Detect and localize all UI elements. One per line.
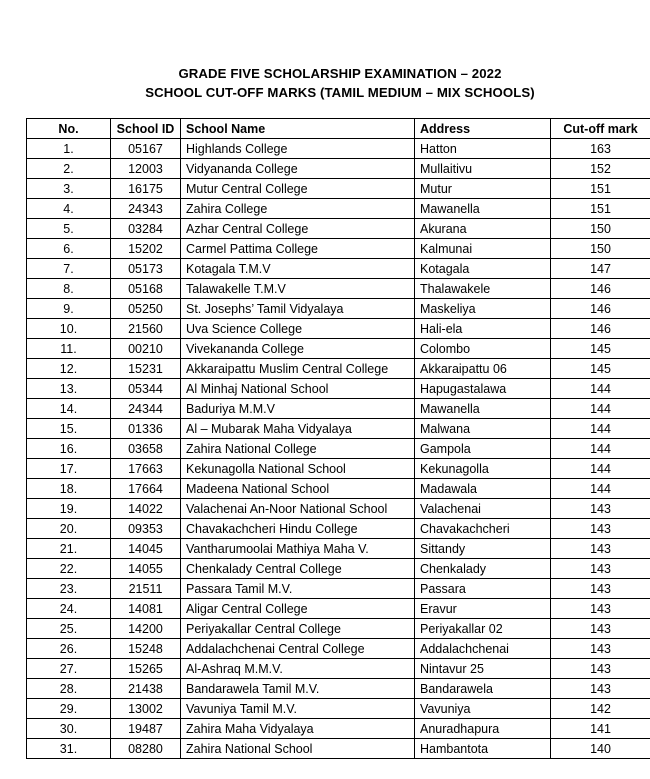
school-id-cell: 14045 [111,539,181,559]
school-id-cell: 15248 [111,639,181,659]
table-row [27,379,650,399]
school-name-cell: Azhar Central College [181,219,415,239]
table-row [27,439,650,459]
cutoff-mark-cell: 145 [551,359,650,379]
table-row [27,519,650,539]
cutoff-mark-cell: 144 [551,439,650,459]
cutoff-mark-cell: 151 [551,199,650,219]
row-number-cell: 10. [27,319,111,339]
address-cell: Periyakallar 02 [415,619,551,639]
cutoff-mark-cell: 144 [551,399,650,419]
school-id-cell: 13002 [111,699,181,719]
school-id-cell: 05344 [111,379,181,399]
row-number-cell: 4. [27,199,111,219]
school-id-cell: 19487 [111,719,181,739]
school-id-cell: 17664 [111,479,181,499]
school-id-cell: 15265 [111,659,181,679]
address-cell: Valachenai [415,499,551,519]
school-id-cell: 09353 [111,519,181,539]
table-row [27,599,650,619]
school-name-cell: Vivekananda College [181,339,415,359]
school-name-cell: Zahira National College [181,439,415,459]
row-number-cell: 25. [27,619,111,639]
school-id-cell: 05167 [111,139,181,159]
school-name-cell: Bandarawela Tamil M.V. [181,679,415,699]
table-row [27,559,650,579]
table-row [27,179,650,199]
cutoff-mark-cell: 146 [551,299,650,319]
address-cell: Sittandy [415,539,551,559]
row-number-cell: 27. [27,659,111,679]
school-name-cell: Akkaraipattu Muslim Central College [181,359,415,379]
address-cell: Hapugastalawa [415,379,551,399]
address-cell: Akurana [415,219,551,239]
school-id-cell: 15231 [111,359,181,379]
school-id-cell: 05173 [111,259,181,279]
cutoff-mark-cell: 163 [551,139,650,159]
row-number-cell: 11. [27,339,111,359]
school-id-cell: 08280 [111,739,181,759]
address-cell: Eravur [415,599,551,619]
school-name-cell: Carmel Pattima College [181,239,415,259]
school-name-cell: Al – Mubarak Maha Vidyalaya [181,419,415,439]
cutoff-mark-cell: 146 [551,279,650,299]
table-row [27,419,650,439]
row-number-cell: 5. [27,219,111,239]
school-id-cell: 21511 [111,579,181,599]
document-title [0,64,650,102]
cutoff-mark-cell: 144 [551,479,650,499]
address-cell: Kekunagolla [415,459,551,479]
address-cell: Chavakachcheri [415,519,551,539]
table-row [27,259,650,279]
table-row [27,139,650,159]
address-cell: Addalachchenai [415,639,551,659]
school-name-cell: Addalachchenai Central College [181,639,415,659]
row-number-cell: 7. [27,259,111,279]
cutoff-mark-cell: 150 [551,239,650,259]
row-number-cell: 22. [27,559,111,579]
column-header-address: Address [415,119,551,139]
row-number-cell: 29. [27,699,111,719]
table-header-row [27,119,650,139]
cutoff-mark-cell: 143 [551,639,650,659]
school-id-cell: 16175 [111,179,181,199]
address-cell: Hatton [415,139,551,159]
column-header-no: No. [27,119,111,139]
table-row [27,679,650,699]
table-row [27,619,650,639]
column-header-cutoff-mark: Cut-off mark [551,119,650,139]
school-name-cell: Al-Ashraq M.M.V. [181,659,415,679]
address-cell: Hambantota [415,739,551,759]
row-number-cell: 18. [27,479,111,499]
school-name-cell: Chavakachcheri Hindu College [181,519,415,539]
table-row [27,639,650,659]
row-number-cell: 30. [27,719,111,739]
address-cell: Chenkalady [415,559,551,579]
row-number-cell: 26. [27,639,111,659]
address-cell: Malwana [415,419,551,439]
cutoff-mark-cell: 143 [551,599,650,619]
table-row [27,739,650,759]
cutoff-mark-cell: 147 [551,259,650,279]
school-name-cell: Passara Tamil M.V. [181,579,415,599]
school-id-cell: 14055 [111,559,181,579]
cutoff-mark-cell: 152 [551,159,650,179]
title-line-2: SCHOOL CUT-OFF MARKS (TAMIL MEDIUM – MIX SCHOOLS) [145,85,535,100]
cutoff-mark-cell: 145 [551,339,650,359]
cutoff-mark-cell: 143 [551,499,650,519]
address-cell: Mawanella [415,199,551,219]
row-number-cell: 23. [27,579,111,599]
school-id-cell: 14022 [111,499,181,519]
cutoff-mark-cell: 142 [551,699,650,719]
cutoff-mark-cell: 143 [551,619,650,639]
school-name-cell: Chenkalady Central College [181,559,415,579]
school-name-cell: Zahira Maha Vidyalaya [181,719,415,739]
school-id-cell: 17663 [111,459,181,479]
address-cell: Mutur [415,179,551,199]
table-row [27,199,650,219]
table-row [27,459,650,479]
school-id-cell: 15202 [111,239,181,259]
table-row [27,719,650,739]
row-number-cell: 12. [27,359,111,379]
row-number-cell: 28. [27,679,111,699]
cutoff-mark-cell: 143 [551,579,650,599]
table-row [27,319,650,339]
school-id-cell: 12003 [111,159,181,179]
school-name-cell: Valachenai An-Noor National School [181,499,415,519]
table-body [27,139,650,759]
row-number-cell: 13. [27,379,111,399]
school-name-cell: Periyakallar Central College [181,619,415,639]
row-number-cell: 15. [27,419,111,439]
school-id-cell: 21560 [111,319,181,339]
row-number-cell: 21. [27,539,111,559]
table-row [27,339,650,359]
address-cell: Bandarawela [415,679,551,699]
row-number-cell: 8. [27,279,111,299]
table-row [27,399,650,419]
school-id-cell: 05250 [111,299,181,319]
address-cell: Nintavur 25 [415,659,551,679]
cutoff-mark-cell: 143 [551,679,650,699]
school-id-cell: 14200 [111,619,181,639]
school-name-cell: Baduriya M.M.V [181,399,415,419]
row-number-cell: 1. [27,139,111,159]
table-row [27,239,650,259]
school-id-cell: 01336 [111,419,181,439]
cutoff-mark-cell: 143 [551,559,650,579]
school-id-cell: 24344 [111,399,181,419]
school-name-cell: Kotagala T.M.V [181,259,415,279]
row-number-cell: 24. [27,599,111,619]
cutoff-mark-cell: 141 [551,719,650,739]
school-name-cell: Vavuniya Tamil M.V. [181,699,415,719]
school-id-cell: 05168 [111,279,181,299]
row-number-cell: 14. [27,399,111,419]
table-row [27,159,650,179]
cutoff-mark-cell: 144 [551,459,650,479]
row-number-cell: 19. [27,499,111,519]
row-number-cell: 20. [27,519,111,539]
school-id-cell: 21438 [111,679,181,699]
table-row [27,299,650,319]
school-name-cell: Uva Science College [181,319,415,339]
cutoff-marks-table [26,118,650,759]
table-row [27,479,650,499]
cutoff-mark-cell: 151 [551,179,650,199]
row-number-cell: 6. [27,239,111,259]
table-row [27,699,650,719]
cutoff-mark-cell: 143 [551,659,650,679]
address-cell: Gampola [415,439,551,459]
address-cell: Madawala [415,479,551,499]
table-row [27,499,650,519]
row-number-cell: 31. [27,739,111,759]
school-name-cell: Zahira National School [181,739,415,759]
school-name-cell: Mutur Central College [181,179,415,199]
school-id-cell: 14081 [111,599,181,619]
school-id-cell: 03284 [111,219,181,239]
school-name-cell: St. Josephs’ Tamil Vidyalaya [181,299,415,319]
row-number-cell: 3. [27,179,111,199]
address-cell: Maskeliya [415,299,551,319]
school-id-cell: 00210 [111,339,181,359]
address-cell: Mawanella [415,399,551,419]
table-row [27,579,650,599]
row-number-cell: 16. [27,439,111,459]
table-row [27,279,650,299]
school-id-cell: 24343 [111,199,181,219]
row-number-cell: 9. [27,299,111,319]
address-cell: Vavuniya [415,699,551,719]
cutoff-mark-cell: 143 [551,539,650,559]
school-name-cell: Madeena National School [181,479,415,499]
cutoff-mark-cell: 144 [551,379,650,399]
cutoff-mark-cell: 144 [551,419,650,439]
school-name-cell: Al Minhaj National School [181,379,415,399]
address-cell: Kotagala [415,259,551,279]
column-header-school-id: School ID [111,119,181,139]
address-cell: Colombo [415,339,551,359]
school-name-cell: Highlands College [181,139,415,159]
school-name-cell: Vantharumoolai Mathiya Maha V. [181,539,415,559]
table-row [27,659,650,679]
row-number-cell: 17. [27,459,111,479]
cutoff-mark-cell: 140 [551,739,650,759]
address-cell: Thalawakele [415,279,551,299]
school-name-cell: Zahira College [181,199,415,219]
address-cell: Anuradhapura [415,719,551,739]
cutoff-mark-cell: 143 [551,519,650,539]
table-row [27,359,650,379]
cutoff-mark-cell: 146 [551,319,650,339]
school-id-cell: 03658 [111,439,181,459]
cutoff-mark-cell: 150 [551,219,650,239]
address-cell: Kalmunai [415,239,551,259]
address-cell: Mullaitivu [415,159,551,179]
school-name-cell: Talawakelle T.M.V [181,279,415,299]
table-row [27,539,650,559]
address-cell: Passara [415,579,551,599]
row-number-cell: 2. [27,159,111,179]
address-cell: Hali-ela [415,319,551,339]
title-line-1: GRADE FIVE SCHOLARSHIP EXAMINATION – 2022 [178,66,502,81]
school-name-cell: Vidyananda College [181,159,415,179]
school-name-cell: Aligar Central College [181,599,415,619]
column-header-school-name: School Name [181,119,415,139]
school-name-cell: Kekunagolla National School [181,459,415,479]
table-row [27,219,650,239]
address-cell: Akkaraipattu 06 [415,359,551,379]
